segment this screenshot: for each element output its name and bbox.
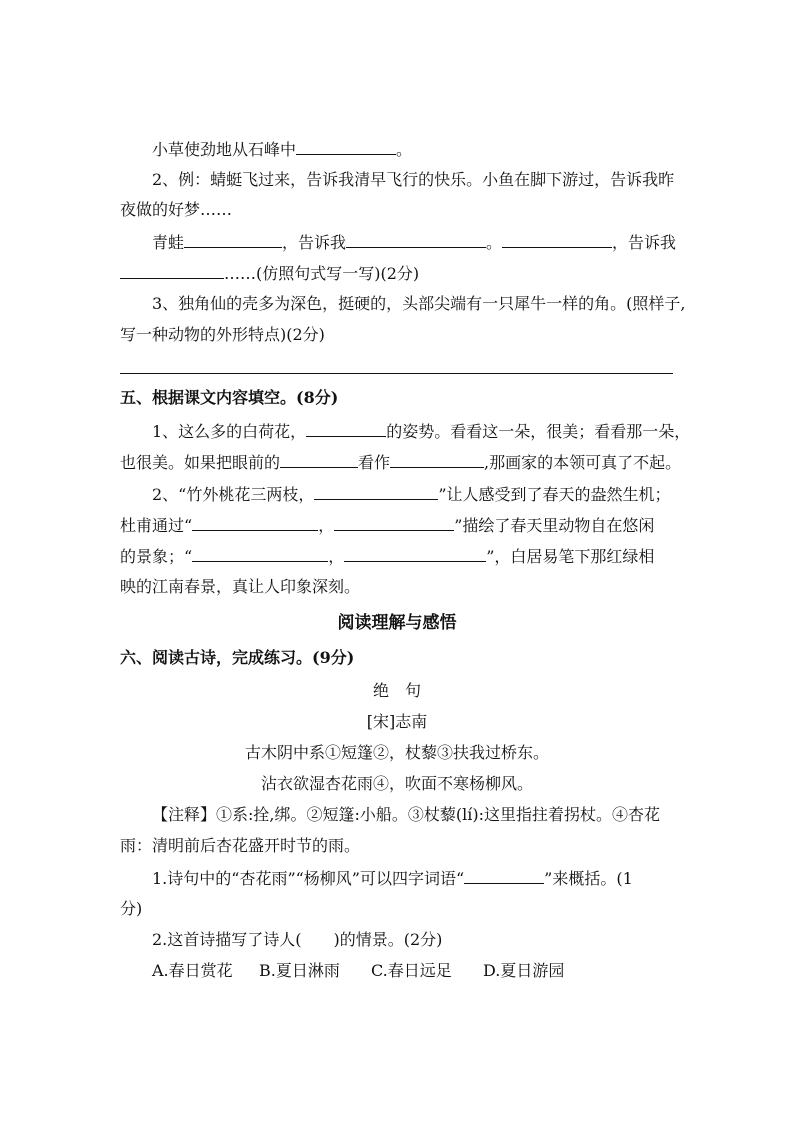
sentence-text: ,那画家的本领可真了不起。: [484, 453, 682, 472]
text-line: [120, 262, 419, 285]
answer-blank[interactable]: [390, 451, 484, 468]
sentence-text: ”，白居易笔下那红绿相: [486, 547, 655, 566]
note-text: 【注释】①系:拴,绑。②短篷:小船。③杖藜(lí):这里指拄着拐杖。④杏花: [152, 805, 660, 824]
answer-blank[interactable]: [306, 420, 386, 437]
option-b[interactable]: B.夏日淋雨: [259, 961, 340, 980]
answer-blank[interactable]: [184, 231, 282, 248]
section-heading: 六、阅读古诗，完成练习。(9分): [120, 648, 355, 667]
sentence-text: 杜甫通过“: [120, 516, 193, 535]
section-title: 阅读理解与感悟: [337, 613, 457, 633]
answer-blank[interactable]: [334, 514, 454, 531]
text-line: [152, 867, 633, 890]
sentence-text: 1.诗句中的“杏花雨”“杨柳风”可以四字词语“: [152, 869, 465, 888]
sentence-text: ”描绘了春天里动物自在悠闲: [454, 516, 655, 535]
text-line: 2、例：蜻蜓飞过来，告诉我清早飞行的快乐。小鱼在脚下游过，告诉我昨: [152, 170, 675, 189]
text-line: [152, 231, 676, 254]
text-line: [120, 514, 654, 537]
text-line: [120, 451, 681, 474]
answer-blank[interactable]: [296, 138, 396, 155]
option-d[interactable]: D.夏日游园: [483, 961, 565, 980]
text-line: 夜做的好梦……: [120, 200, 233, 219]
sentence-text: ，告诉我: [282, 233, 347, 252]
text-line: 写一种动物的外形特点)(2分): [120, 325, 325, 344]
option-c[interactable]: C.春日远足: [371, 961, 452, 980]
answer-blank[interactable]: [344, 545, 486, 562]
poem-author: [宋]志南: [366, 712, 428, 731]
sentence-text: ……(仿照句式写一写)(2分): [224, 264, 420, 283]
text-line: [152, 138, 412, 161]
sentence-text: ”来概括。(1: [544, 869, 633, 888]
text-line: 分): [120, 899, 143, 918]
text-line: [120, 545, 654, 568]
question-text: 2.这首诗描写了诗人( )的情景。(2分): [152, 930, 443, 949]
text-line: [152, 420, 690, 443]
answer-blank[interactable]: [280, 451, 358, 468]
text-line: [152, 483, 671, 506]
sentence-text: 。: [396, 140, 413, 159]
sentence-text: 也很美。如果把眼前的: [120, 453, 281, 472]
poem-title: 绝 句: [372, 681, 421, 700]
sentence-text: 的姿势。看看这一朵，很美；看看那一朵，: [386, 422, 691, 441]
sentence-text: 的景象；“: [120, 547, 193, 566]
sentence-text: ，: [328, 547, 345, 566]
section-heading: 五、根据课文内容填空。(8分): [120, 388, 339, 407]
sentence-text: ，: [318, 516, 335, 535]
option-a[interactable]: A.春日赏花: [152, 961, 233, 980]
answer-line[interactable]: [120, 373, 673, 374]
note-text: 雨：清明前后杏花盛开时节的雨。: [120, 836, 361, 855]
answer-blank[interactable]: [464, 867, 544, 884]
sentence-text: 。: [486, 233, 503, 252]
poem-line: 沾衣欲湿杏花雨④，吹面不寒杨柳风。: [260, 774, 533, 793]
poem-line: 古木阴中系①短篷②，杖藜③扶我过桥东。: [244, 743, 549, 762]
answer-blank[interactable]: [192, 545, 328, 562]
answer-blank[interactable]: [502, 231, 612, 248]
answer-blank[interactable]: [346, 231, 486, 248]
sentence-text: 青蛙: [152, 233, 185, 252]
sentence-text: 看作: [358, 453, 391, 472]
sentence-text: ，告诉我: [612, 233, 677, 252]
sentence-text: ”让人感受到了春天的盎然生机；: [438, 485, 671, 504]
sentence-text: 1、这么多的白荷花，: [152, 422, 307, 441]
answer-blank[interactable]: [314, 483, 438, 500]
answer-blank[interactable]: [192, 514, 318, 531]
text-line: 映的江南春景，真让人印象深刻。: [120, 577, 361, 596]
answer-blank[interactable]: [120, 262, 224, 279]
sentence-text: 2、“竹外桃花三两枝，: [152, 485, 315, 504]
sentence-text: 小草使劲地从石峰中: [152, 140, 297, 159]
text-line: 3、独角仙的壳多为深色，挺硬的，头部尖端有一只犀牛一样的角。(照样子,: [152, 294, 686, 313]
